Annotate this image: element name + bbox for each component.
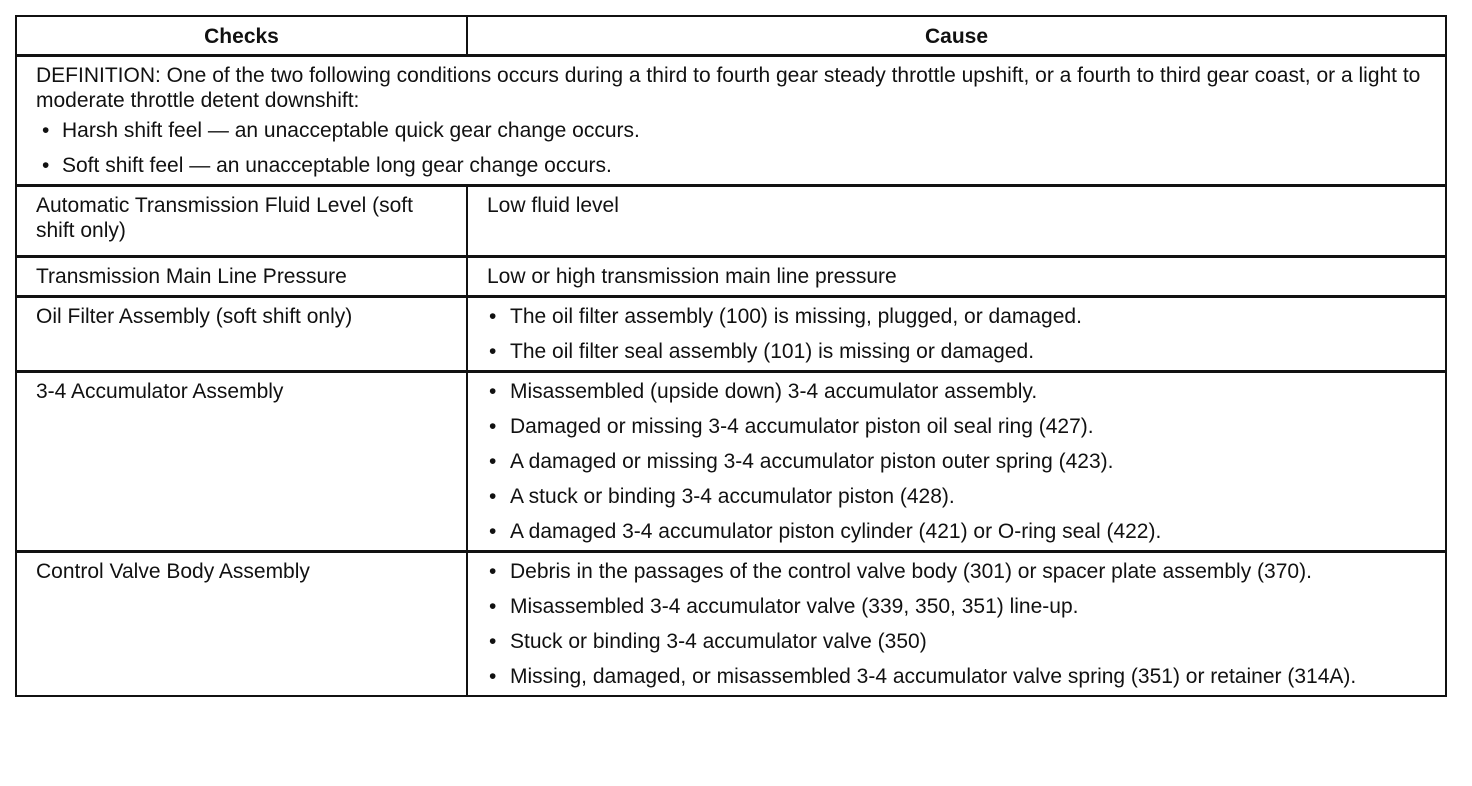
definition-row (16, 56, 1446, 186)
cause-item: • Misassembled 3-4 accumulator valve (339, 350, 351) line-up. (487, 594, 1433, 619)
table-row (16, 372, 1446, 552)
table-row (16, 257, 1446, 297)
definition-cell (16, 56, 1446, 186)
cause-column-header: Cause (467, 16, 1446, 56)
cause-item: • The oil filter seal assembly (101) is missing or damaged. (487, 339, 1433, 364)
cause-item: • Missing, damaged, or misassembled 3-4 accumulator valve spring (351) or retainer (314A). (487, 664, 1433, 689)
check-cell: Oil Filter Assembly (soft shift only) (16, 297, 467, 372)
cause-item: • A damaged 3-4 accumulator piston cylinder (421) or O-ring seal (422). (487, 519, 1433, 544)
cause-cell (467, 552, 1446, 697)
check-cell: Transmission Main Line Pressure (16, 257, 467, 297)
table-header-row (16, 16, 1446, 56)
cause-cell: Low or high transmission main line pressure (467, 257, 1446, 297)
check-cell: 3-4 Accumulator Assembly (16, 372, 467, 552)
cause-item: • Stuck or binding 3-4 accumulator valve (350) (487, 629, 1433, 654)
cause-item: • Damaged or missing 3-4 accumulator piston oil seal ring (427). (487, 414, 1433, 439)
cause-item: • Debris in the passages of the control valve body (301) or spacer plate assembly (370). (487, 559, 1433, 584)
table-row (16, 186, 1446, 257)
cause-cell (467, 297, 1446, 372)
cause-list (487, 379, 1433, 544)
cause-item: • The oil filter assembly (100) is missing, plugged, or damaged. (487, 304, 1433, 329)
definition-item-harsh-shift: • Harsh shift feel — an unacceptable quick gear change occurs. (40, 118, 1433, 143)
cause-cell: Low fluid level (467, 186, 1446, 257)
definition-list (36, 118, 1433, 178)
table-row (16, 552, 1446, 697)
cause-item: • A damaged or missing 3-4 accumulator piston outer spring (423). (487, 449, 1433, 474)
cause-list (487, 559, 1433, 689)
check-cell: Automatic Transmission Fluid Level (soft shift only) (16, 186, 467, 257)
cause-item: • A stuck or binding 3-4 accumulator piston (428). (487, 484, 1433, 509)
cause-list (487, 304, 1433, 364)
checks-column-header: Checks (16, 16, 467, 56)
check-cell: Control Valve Body Assembly (16, 552, 467, 697)
cause-cell (467, 372, 1446, 552)
diagnosis-table (15, 15, 1447, 697)
definition-item-soft-shift: • Soft shift feel — an unacceptable long gear change occurs. (40, 153, 1433, 178)
definition-text: DEFINITION: One of the two following conditions occurs during a third to fourth gear steady throttle upshift, or a fourth to third gear coast, or a light to moderate throttle detent downshift: (36, 64, 1421, 112)
cause-item: • Misassembled (upside down) 3-4 accumulator assembly. (487, 379, 1433, 404)
table-row (16, 297, 1446, 372)
